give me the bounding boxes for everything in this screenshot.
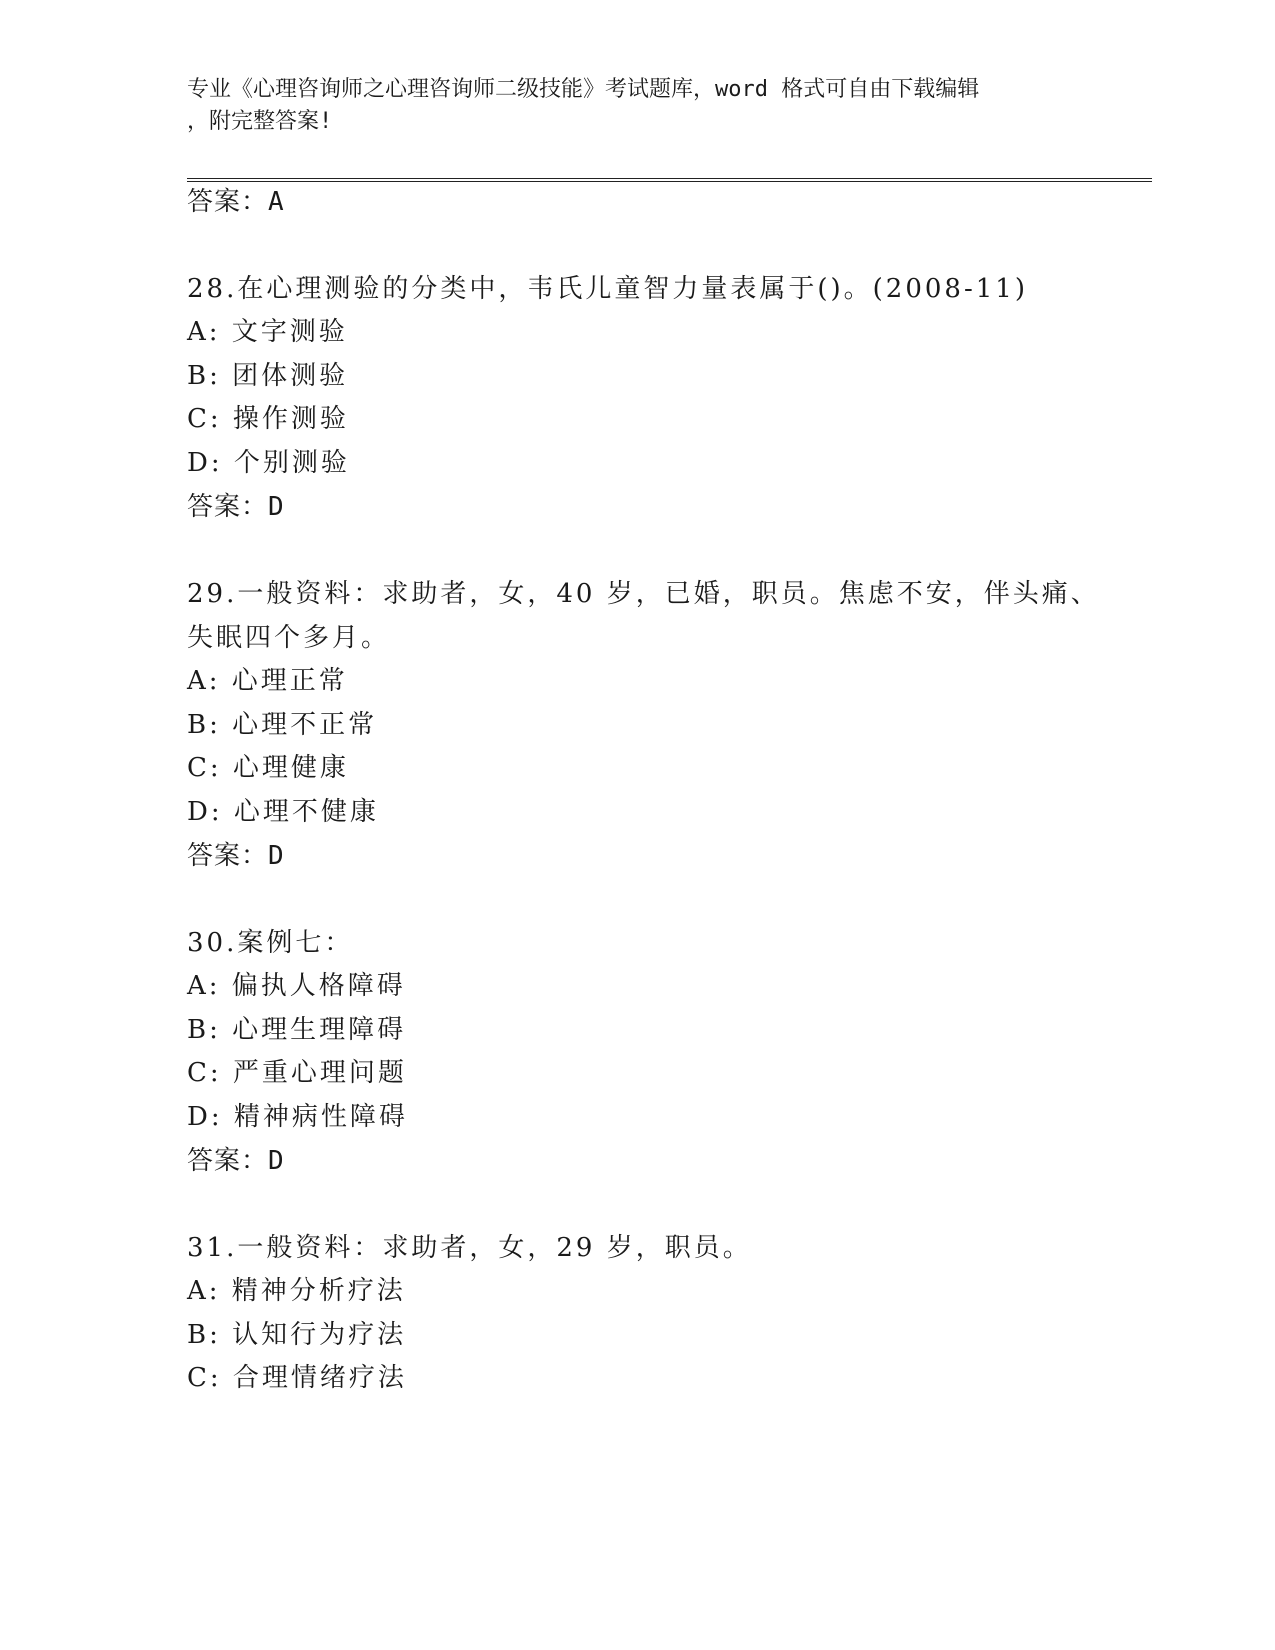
previous-answer: 答案：A: [187, 187, 285, 217]
header-line-1: 专业《心理咨询师之心理咨询师二级技能》考试题库，word 格式可自由下载编辑: [187, 77, 980, 102]
question-29-stem-line-2: 失眠四个多月。: [187, 623, 391, 653]
header-line-2: ，附完整答案!: [187, 109, 333, 134]
question-28-option-a: A: 文字测验: [187, 317, 348, 347]
question-30-option-a: A: 偏执人格障碍: [187, 971, 406, 1001]
question-29-stem-line-1: 29.一般资料：求助者，女，40 岁，已婚，职员。焦虑不安，伴头痛、: [187, 579, 1100, 609]
question-29-option-c: C: 心理健康: [187, 753, 349, 783]
question-29-option-b: B: 心理不正常: [187, 710, 378, 740]
question-31-stem: 31.一般资料：求助者，女，29 岁，职员。: [187, 1233, 752, 1263]
question-29-option-d: D: 心理不健康: [187, 797, 379, 827]
question-31-option-a: A: 精神分析疗法: [187, 1276, 406, 1306]
question-28-option-d: D: 个别测验: [187, 448, 350, 478]
question-30-stem: 30.案例七：: [187, 928, 354, 958]
question-30-option-c: C: 严重心理问题: [187, 1058, 407, 1088]
document-header: [187, 74, 1087, 138]
question-29-answer: 答案：D: [187, 841, 285, 871]
question-28-option-c: C: 操作测验: [187, 404, 349, 434]
question-30-option-d: D: 精神病性障碍: [187, 1102, 408, 1132]
question-31-option-b: B: 认知行为疗法: [187, 1320, 407, 1350]
question-31-option-c: C: 合理情绪疗法: [187, 1363, 407, 1393]
question-28-stem: 28.在心理测验的分类中，韦氏儿童智力量表属于()。(2008-11): [187, 274, 1028, 304]
question-30-answer: 答案：D: [187, 1146, 285, 1176]
question-28-option-b: B: 团体测验: [187, 361, 349, 391]
header-divider: [187, 178, 1152, 182]
question-30-option-b: B: 心理生理障碍: [187, 1015, 407, 1045]
question-28-answer: 答案：D: [187, 492, 285, 522]
question-29-option-a: A: 心理正常: [187, 666, 348, 696]
